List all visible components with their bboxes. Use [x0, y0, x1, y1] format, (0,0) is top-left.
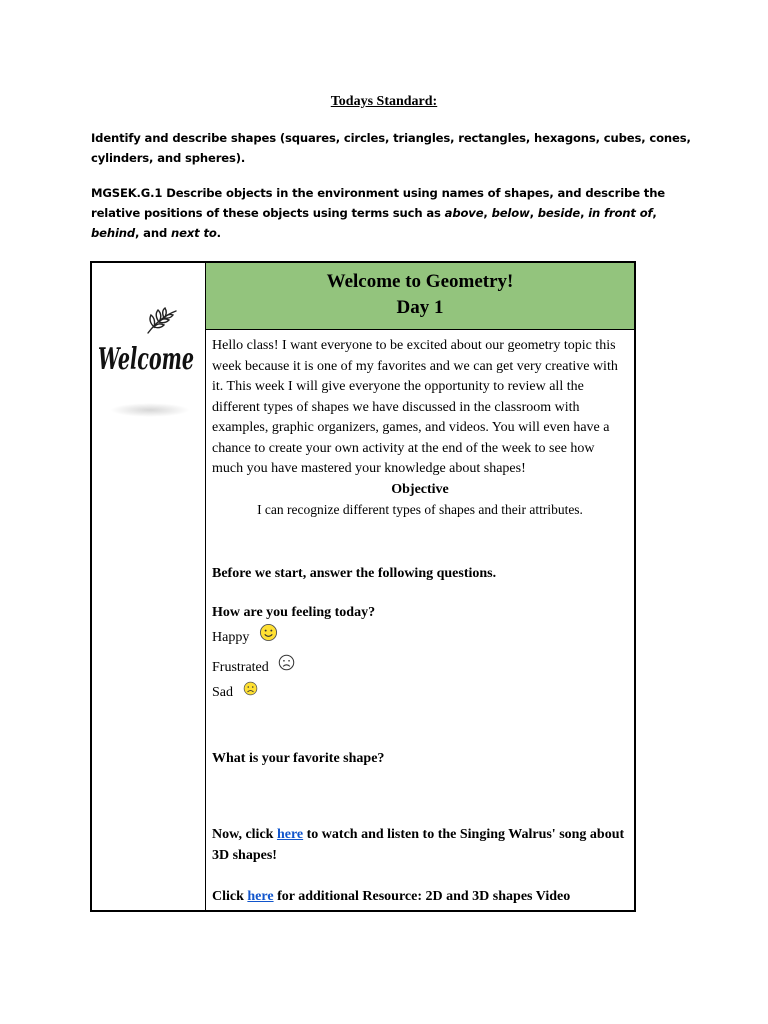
favorite-shape-question: What is your favorite shape?	[212, 751, 385, 766]
lesson-day: Day 1	[396, 297, 444, 318]
feeling-question: How are you feeling today?	[212, 605, 376, 620]
term-behind: behind	[91, 226, 136, 240]
welcome-text: Welcome	[98, 342, 194, 377]
mood-sad[interactable]: Sad	[212, 683, 258, 704]
lesson-body	[206, 330, 634, 910]
resource-instruction: Click here for additional Resource: 2D and 3D shapes Video	[212, 889, 571, 904]
objective-text: I can recognize different types of shapes and their attributes.	[257, 502, 583, 517]
lesson-table	[90, 261, 636, 912]
resource-link[interactable]: here	[247, 889, 274, 904]
song-link[interactable]: here	[276, 827, 304, 842]
lesson-title: Welcome to Geometry!	[326, 271, 514, 292]
mood-happy[interactable]: Happy	[212, 628, 278, 649]
mood-frustrated[interactable]: Frustrated	[212, 658, 295, 679]
welcome-shadow	[110, 403, 190, 417]
standard-description: Identify and describe shapes (squares, circles, triangles, rectangles, hexagons, cubes, cones, cylinders, and spheres).	[91, 131, 691, 165]
smiley-happy-icon	[259, 623, 278, 642]
standard-mgsek: MGSEK.G.1 Describe objects in the environment using names of shapes, and describe the relative positions of these objects using terms such as above, below, beside, in front of, behind, and next to.	[91, 186, 666, 240]
welcome-image-cell	[92, 263, 206, 910]
standard-heading: Todays Standard:	[330, 94, 438, 109]
term-beside: beside	[537, 206, 581, 220]
term-in-front-of: in front of	[588, 206, 653, 220]
term-below: below	[491, 206, 530, 220]
term-next-to: next to	[171, 226, 217, 240]
smiley-sad-icon	[243, 681, 258, 696]
song-instruction: Now, click here to watch and listen to the Singing Walrus' song about 3D shapes!	[212, 827, 625, 863]
objective-title: Objective	[391, 481, 449, 497]
intro-text: Hello class! I want everyone to be excited about our geometry topic this week because it is one of my favorites and we can get very creative with it. This week I will give everyone the opportunity to review all the different types of shapes we have discussed in the classroom with examples, graphic organizers, games, and videos. You will even have a chance to create your own activity at the end of the week to see how much you have mastered your knowledge about shapes!	[212, 338, 618, 476]
smiley-frustrated-icon	[278, 654, 295, 671]
welcome-image	[96, 307, 200, 387]
lesson-header	[206, 263, 634, 330]
pre-questions-prompt: Before we start, answer the following questions.	[212, 566, 497, 581]
term-above: above	[444, 206, 484, 220]
